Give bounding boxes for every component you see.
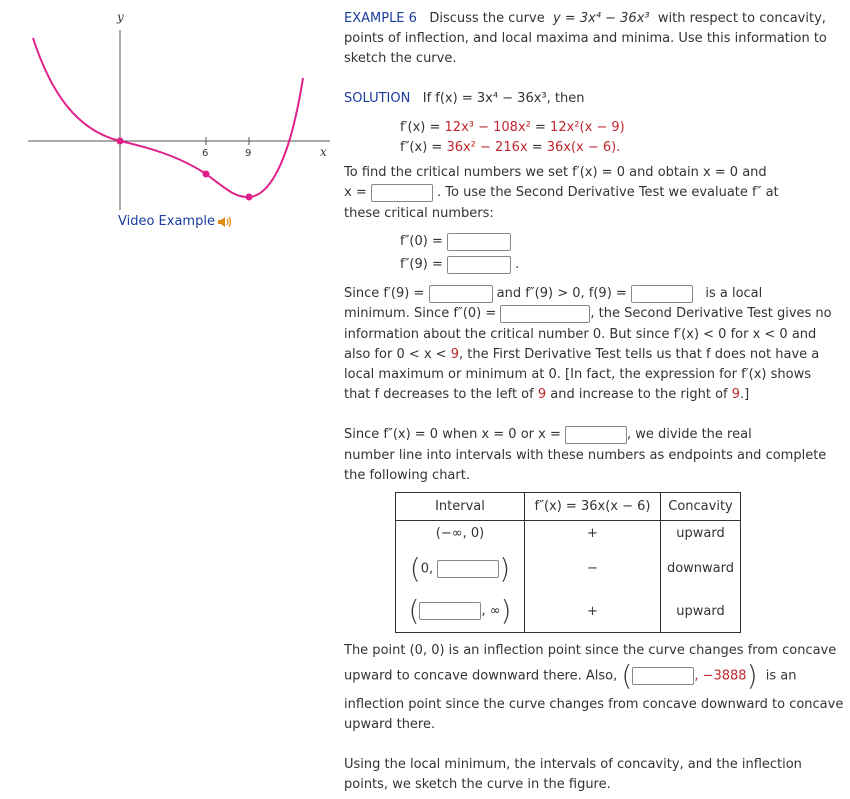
second-derivative-line bbox=[400, 138, 620, 158]
row3-close-paren: ) bbox=[500, 594, 512, 628]
p4-line-4: upward there. bbox=[344, 717, 436, 732]
p4-line-1: The point (0, 0) is an inflection point since the curve changes from concave bbox=[344, 643, 837, 658]
fp9-input[interactable] bbox=[429, 285, 493, 303]
crit-tail: . To use the Second Derivative Test we evaluate f″ at bbox=[437, 185, 779, 200]
p4-line-3: inflection point since the curve changes from concave downward to concave bbox=[344, 697, 844, 712]
fpp-eq: = bbox=[531, 140, 543, 155]
fpp9-input[interactable] bbox=[447, 256, 511, 274]
p2-line-1 bbox=[344, 284, 762, 304]
row2-interval-input[interactable] bbox=[437, 560, 499, 578]
p4-close-paren: ) bbox=[746, 659, 758, 692]
curve-graph bbox=[20, 10, 335, 210]
fpp-expr2: 36x(x − 6). bbox=[546, 140, 621, 155]
solution-intro: If f(x) = 3x⁴ − 36x³, then bbox=[422, 91, 585, 106]
video-example-link[interactable] bbox=[118, 214, 235, 229]
p2-line-4 bbox=[344, 345, 819, 365]
row2-sign: − bbox=[525, 547, 661, 591]
p2-line-3 bbox=[344, 325, 816, 345]
row1-interval: (−∞, 0) bbox=[396, 521, 525, 547]
speaker-icon[interactable] bbox=[217, 215, 235, 229]
crit-line-1: To find the critical numbers we set f′(x) = 0 and obtain x = 0 and bbox=[344, 165, 767, 180]
fpp-lhs: f″(x) = bbox=[400, 140, 443, 155]
example-text: Discuss the curve bbox=[429, 11, 545, 26]
example-line-3: sketch the curve. bbox=[344, 51, 457, 66]
fpp0-label: f″(0) = bbox=[400, 234, 443, 249]
crit-number-input[interactable] bbox=[371, 184, 433, 202]
x-axis-label: x bbox=[320, 145, 327, 159]
p2-l4-nine: 9 bbox=[450, 347, 460, 362]
first-derivative-line bbox=[400, 118, 625, 138]
f9-input[interactable] bbox=[631, 285, 693, 303]
p2-l6-a: that f decreases to the left of bbox=[344, 387, 538, 402]
point-inflection bbox=[203, 171, 210, 178]
fp-eq: = bbox=[535, 120, 546, 135]
row2-concavity: downward bbox=[661, 547, 741, 591]
concavity-chart bbox=[395, 492, 741, 633]
p2-minimum: minimum. Since f″(0) = bbox=[344, 306, 497, 321]
row1-concavity: upward bbox=[661, 521, 741, 547]
row2-interval-start: 0, bbox=[420, 561, 434, 576]
p2-l6-c: .] bbox=[740, 387, 750, 402]
fpp9-label: f″(9) = bbox=[400, 257, 443, 272]
row1-sign: + bbox=[525, 521, 661, 547]
p3-l1-b: , we divide the real bbox=[627, 427, 752, 442]
p4-l2-b: is an bbox=[765, 668, 797, 684]
p2-since: Since f′(9) = bbox=[344, 286, 425, 301]
example-tail: with respect to concavity, bbox=[657, 11, 826, 26]
p5-line-2: points, we sketch the curve in the figure. bbox=[344, 777, 611, 792]
p2-is-local: is a local bbox=[705, 286, 763, 301]
p2-l3-b: . But since f′(x) < 0 for x < 0 and bbox=[601, 327, 817, 342]
fp-expr1: 12x³ − 108x² bbox=[444, 120, 531, 135]
p2-line-5: local maximum or minimum at 0. [In fact, the expression for f′(x) shows bbox=[344, 367, 811, 382]
row2-interval bbox=[396, 547, 525, 591]
chart-row-2 bbox=[396, 547, 741, 591]
tick-6-label: 6 bbox=[202, 148, 209, 159]
point-origin bbox=[117, 138, 124, 145]
p4-open-paren: ( bbox=[621, 659, 633, 692]
p2-l4-b: , the First Derivative Test tells us that f does not have a bbox=[459, 347, 820, 362]
fpp9-line bbox=[400, 255, 519, 275]
p3-line-2: number line into intervals with these numbers as endpoints and complete bbox=[344, 448, 827, 463]
chart-header-fpp: f″(x) = 36x(x − 6) bbox=[525, 493, 661, 521]
fpp0-line bbox=[400, 232, 511, 252]
row3-sign: + bbox=[525, 591, 661, 633]
fpp0-second-input[interactable] bbox=[500, 305, 590, 323]
row3-concavity: upward bbox=[661, 591, 741, 633]
p3-l1-a: Since f″(x) = 0 when x = 0 or x = bbox=[344, 427, 561, 442]
fpp9-dot: . bbox=[515, 257, 520, 272]
p2-and: and f″(9) > 0, f(9) = bbox=[496, 286, 627, 301]
solution-line bbox=[344, 89, 584, 109]
row3-interval bbox=[396, 591, 525, 633]
p3-line-3: the following chart. bbox=[344, 468, 470, 483]
p2-line-6 bbox=[344, 385, 749, 405]
p2-l3-a: information about the critical number bbox=[344, 327, 593, 342]
fp-expr2: 12x²(x − 9) bbox=[550, 120, 625, 135]
p2-l6-b: and increase to the right of bbox=[546, 387, 732, 402]
crit-x-eq: x = bbox=[344, 185, 367, 200]
fpp0-input[interactable] bbox=[447, 233, 511, 251]
example-line-1 bbox=[344, 9, 826, 29]
inflection-point-x-input[interactable] bbox=[632, 667, 694, 685]
fpp-expr1: 36x² − 216x bbox=[446, 140, 528, 155]
chart-header-row bbox=[396, 493, 741, 521]
example-label: EXAMPLE 6 bbox=[344, 11, 417, 26]
row3-open-paren: ( bbox=[408, 594, 420, 628]
p2-l4-a: also for 0 < x < bbox=[344, 347, 451, 362]
example-equation: y = 3x⁴ − 36x³ bbox=[552, 11, 650, 26]
tick-9-label: 9 bbox=[245, 148, 252, 159]
point-minimum bbox=[246, 194, 253, 201]
p4-l2-val: , −3888 bbox=[694, 668, 747, 684]
chart-header-interval: Interval bbox=[396, 493, 525, 521]
p4-l2-a: upward to concave downward there. Also, bbox=[344, 668, 618, 684]
chart-header-concavity: Concavity bbox=[661, 493, 741, 521]
p2-l6-nine: 9 bbox=[537, 387, 547, 402]
p3-line-1 bbox=[344, 425, 752, 445]
example-line-2: points of inflection, and local maxima and minima. Use this information to bbox=[344, 31, 827, 46]
row2-close-paren: ) bbox=[499, 551, 511, 585]
p2-line-2 bbox=[344, 304, 832, 324]
curve-path bbox=[33, 38, 303, 197]
video-example-label[interactable]: Video Example bbox=[118, 214, 215, 229]
chart-row-3 bbox=[396, 591, 741, 633]
p2-l6-nine2: 9 bbox=[731, 387, 741, 402]
p5-line-1: Using the local minimum, the intervals of concavity, and the inflection bbox=[344, 757, 802, 772]
fp-lhs: f′(x) = bbox=[400, 120, 441, 135]
crit-line-3: these critical numbers: bbox=[344, 206, 494, 221]
p2-no-info: , the Second Derivative Test gives no bbox=[590, 306, 832, 321]
solution-label: SOLUTION bbox=[344, 91, 411, 106]
p2-l3-zero: 0 bbox=[592, 327, 602, 342]
crit-line-2 bbox=[344, 183, 779, 203]
chart-row-1 bbox=[396, 521, 741, 547]
row2-open-paren: ( bbox=[409, 551, 421, 585]
inflection-x-input[interactable] bbox=[565, 426, 627, 444]
p4-line-2 bbox=[344, 659, 797, 692]
row3-interval-input[interactable] bbox=[419, 602, 481, 620]
row3-interval-end: , ∞ bbox=[481, 603, 501, 619]
y-axis-label: y bbox=[117, 10, 124, 24]
